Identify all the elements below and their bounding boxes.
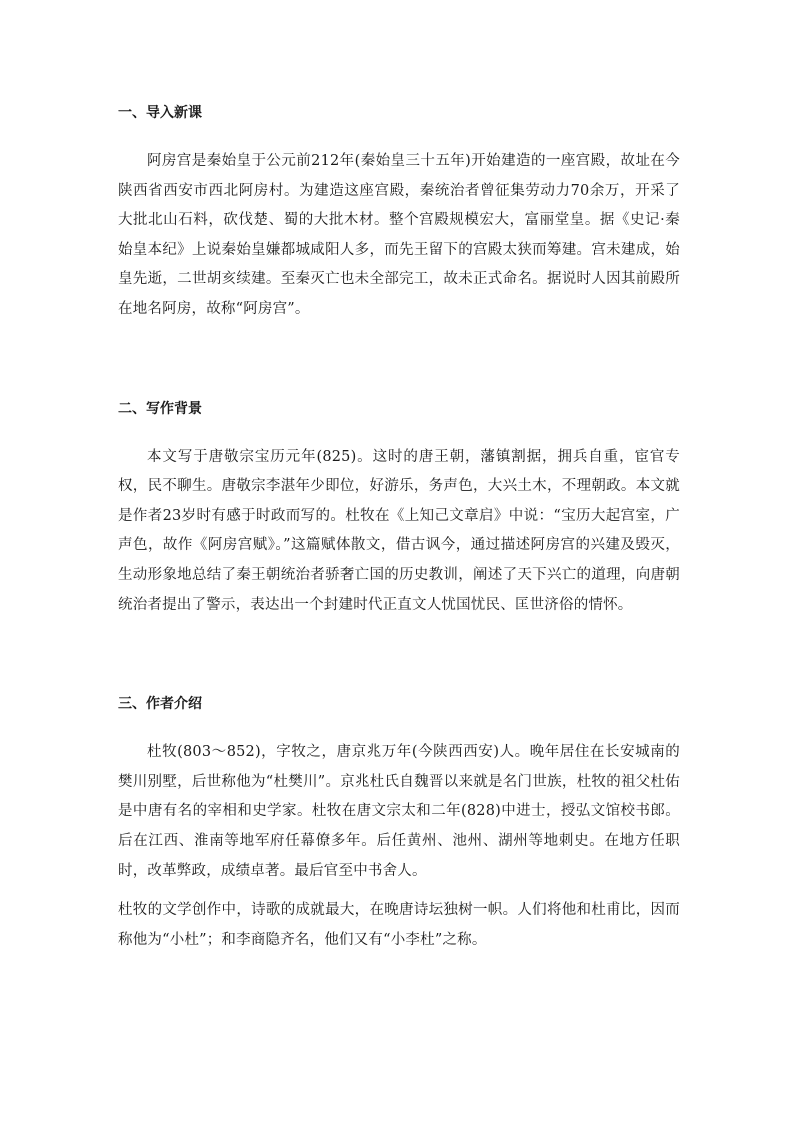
section-heading-background: 二、写作背景: [118, 400, 202, 417]
paragraph-background: 本文写于唐敬宗宝历元年(825)。这时的唐王朝，藩镇割据，拥兵自重，宦官专权，民不聊生。唐敬宗李湛年少即位，好游乐，务声色，大兴土木，不理朝政。本文就是作者23岁时有感于时政而写的。杜牧在《上知己文章启》中说：“宝历大起宫室，广声色，故作《阿房宫赋》。”这篇赋体散文，借古讽今，通过描述阿房宫的兴建及毁灭，生动形象地总结了秦王朝统治者骄奢亡国的历史教训，阐述了天下兴亡的道理，向唐朝统治者提出了警示，表达出一个封建时代正直文人忧国忧民、匡世济俗的情怀。: [118, 448, 680, 613]
document-page: [118, 98, 680, 955]
section-heading-author: 三、作者介绍: [118, 696, 202, 713]
section-heading-intro: 一、导入新课: [118, 105, 202, 121]
paragraph-intro: 阿房宫是秦始皇于公元前212年(秦始皇三十五年)开始建造的一座宫殿，故址在今陕西省西安市西北阿房村。为建造这座宫殿，秦统治者曾征集劳动力70余万，开采了大批北山石料，砍伐楚、蜀的大批木材。整个宫殿规模宏大，富丽堂皇。据《史记·秦始皇本纪》上说秦始皇嫌都城咸阳人多，而先王留下的宫殿太狭而筹建。宫未建成，始皇先逝，二世胡亥续建。至秦灭亡也未全部完工，故未正式命名。据说时人因其前殿所在地名阿房，故称“阿房宫”。: [118, 153, 680, 317]
paragraph-author-literary: 杜牧的文学创作中，诗歌的成就最大，在晚唐诗坛独树一帜。人们将他和杜甫比，因而称他为“小杜”；和李商隐齐名，他们又有“小李杜”之称。: [118, 902, 680, 948]
paragraph-author-bio: 杜牧(803～852)，字牧之，唐京兆万年(今陕西西安)人。晚年居住在长安城南的樊川别墅，后世称他为“杜樊川”。京兆杜氏自魏晋以来就是名门世族，杜牧的祖父杜佑是中唐有名的宰相和史学家。杜牧在唐文宗太和二年(828)中进士，授弘文馆校书郎。后在江西、淮南等地军府任幕僚多年。后任黄州、池州、湖州等地刺史。在地方任职时，改革弊政，成绩卓著。最后官至中书舍人。: [118, 744, 680, 879]
